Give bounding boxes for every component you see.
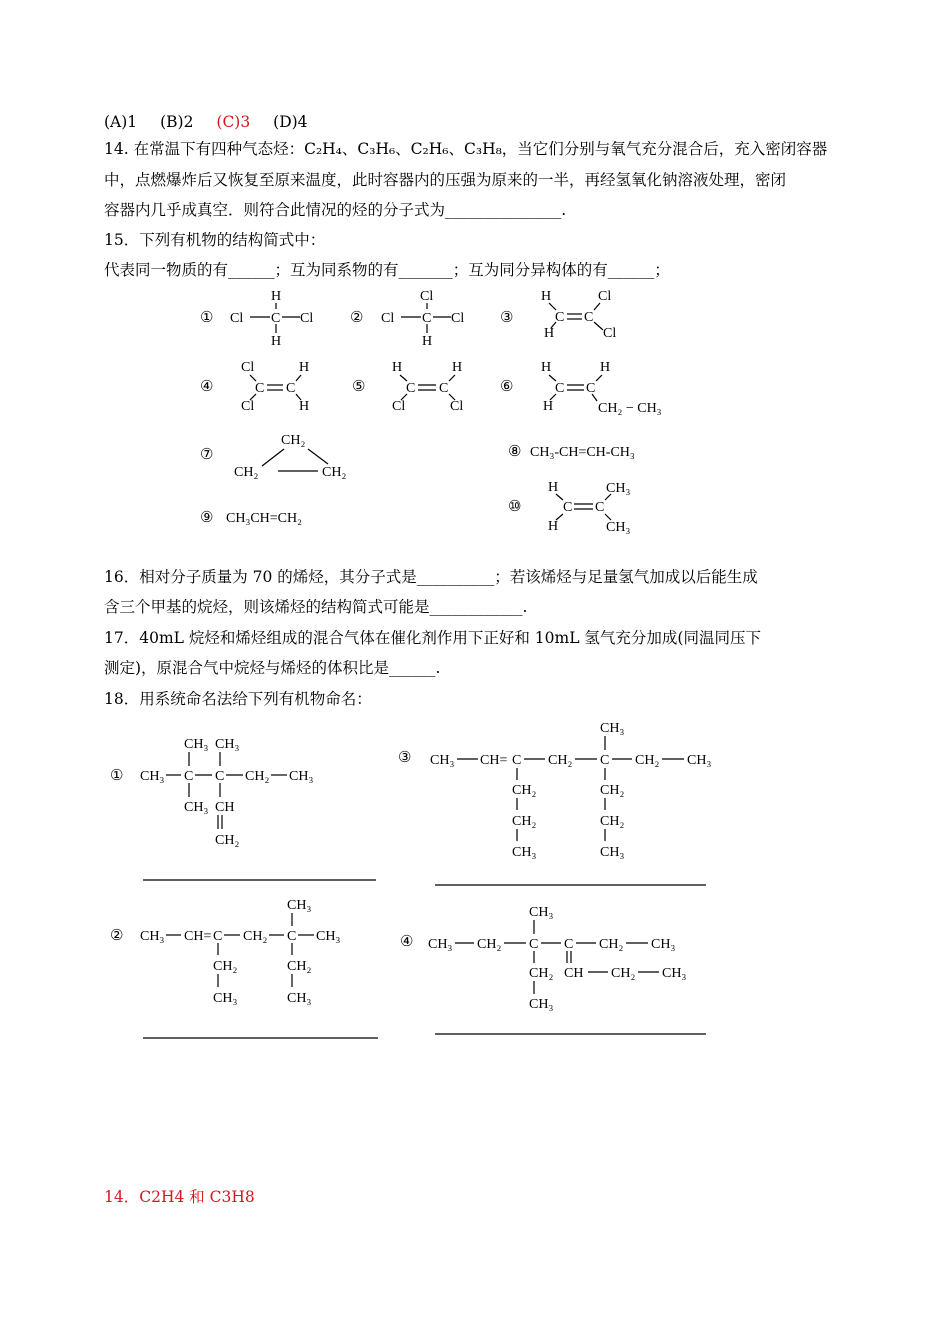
structure-5	[352, 360, 463, 414]
methyl-group: CH₃	[215, 737, 240, 752]
q14-line2: 中，点燃爆炸后又恢复至原来温度，此时容器内的压强为原来的一半，再经氢氧化钠溶液处理，密闭	[104, 171, 787, 189]
option-d: (D)4	[273, 113, 308, 131]
methyl-group: CH₃	[606, 520, 631, 535]
naming-4	[400, 905, 706, 1034]
methyl-group: CH₃	[316, 929, 341, 944]
atom-cl: Cl	[598, 289, 612, 304]
ring-ch2-left: CH₂	[234, 465, 259, 480]
circle-num-2: ②	[350, 310, 364, 326]
atom-h: H	[299, 399, 310, 414]
atom-c: C	[439, 381, 449, 396]
naming-3	[398, 721, 711, 885]
methyl-group: CH₃	[512, 845, 537, 860]
formula-9: CH₃CH=CH₂	[226, 511, 303, 526]
atom-c: C	[600, 753, 610, 768]
methyl-group: CH₃	[600, 721, 625, 736]
ethyl-group: CH₂ − CH₃	[598, 401, 662, 416]
atom-c: C	[215, 769, 225, 784]
atom-h: H	[548, 480, 559, 495]
atom-c: C	[184, 769, 194, 784]
naming-2	[110, 898, 378, 1038]
q14-line3: 容器内几乎成真空．则符合此情况的烃的分子式为_______________.	[104, 201, 567, 219]
atom-c: C	[564, 937, 574, 952]
option-a: (A)1	[104, 113, 138, 131]
circle-num-7: ⑦	[200, 447, 214, 463]
methyl-group: CH₃	[687, 753, 712, 768]
atom-cl: Cl	[603, 326, 617, 341]
structure-3	[500, 289, 616, 341]
methyl-group: CH₃	[287, 991, 312, 1006]
circle-num-3: ③	[500, 310, 514, 326]
ring-ch2-right: CH₂	[322, 465, 347, 480]
methylene-group: CH₂	[215, 833, 240, 848]
structure-8	[508, 444, 635, 460]
circle-num-8: ⑧	[508, 444, 522, 460]
methylene-group: CH₂	[600, 814, 625, 829]
circle-num-5: ⑤	[352, 379, 366, 395]
atom-cl: Cl	[241, 399, 255, 414]
structure-7	[200, 433, 346, 480]
formula-8: CH₃-CH=CH-CH₃	[530, 445, 635, 460]
atom-c: C	[595, 500, 605, 515]
atom-c: C	[213, 929, 223, 944]
alkene-ch: CH=	[184, 929, 212, 944]
methylene-group: CH₂	[548, 753, 573, 768]
atom-cl: Cl	[450, 399, 464, 414]
atom-c: C	[406, 381, 416, 396]
circle-num-9: ⑨	[200, 510, 214, 526]
atom-c: C	[286, 381, 296, 396]
atom-h: H	[271, 334, 282, 349]
atom-cl: Cl	[241, 360, 255, 375]
atom-h: H	[271, 289, 282, 304]
methylene-group: CH₂	[600, 783, 625, 798]
structure-2	[350, 289, 464, 349]
methylene-group: CH₂	[611, 966, 636, 981]
ring-ch2-top: CH₂	[281, 433, 306, 448]
atom-h: H	[452, 360, 463, 375]
methine-group: CH	[215, 800, 235, 815]
methylene-group: CH₂	[245, 769, 270, 784]
circle-num-10: ⑩	[508, 499, 522, 515]
q15-line1: 15．下列有机物的结构简式中：	[104, 231, 326, 249]
atom-cl: Cl	[230, 311, 244, 326]
q16-line1: 16．相对分子质量为 70 的烯烃，其分子式是__________；若该烯烃与足量氢气加成以后能生成	[104, 568, 758, 586]
atom-c: C	[422, 311, 432, 326]
q17-line1: 17．40mL 烷烃和烯烃组成的混合气体在催化剂作用下正好和 10mL 氢气充分加成(同温同压下	[104, 629, 761, 647]
atom-h: H	[548, 519, 559, 534]
structure-1	[200, 289, 313, 349]
atom-cl: Cl	[420, 289, 434, 304]
methylene-group: CH₂	[635, 753, 660, 768]
methyl-group: CH₃	[184, 737, 209, 752]
atom-c: C	[512, 753, 522, 768]
atom-c: C	[584, 310, 594, 325]
methyl-group: CH₃	[600, 845, 625, 860]
circle-num-4: ④	[200, 379, 214, 395]
option-c: (C)3	[216, 113, 251, 131]
atom-h: H	[299, 360, 310, 375]
methylene-group: CH₂	[529, 966, 554, 981]
methylene-group: CH₂	[287, 959, 312, 974]
atom-cl: Cl	[392, 399, 406, 414]
naming-1	[110, 737, 376, 880]
methyl-group: CH₃	[428, 937, 453, 952]
atom-c: C	[555, 310, 565, 325]
methylene-group: CH₂	[477, 937, 502, 952]
q14-line1: 14. 在常温下有四种气态烃：C₂H₄、C₃H₆、C₂H₆、C₃H₈，当它们分别与氧气充分混合后，充入密闭容器	[104, 140, 828, 158]
circle-num-6: ⑥	[500, 379, 514, 395]
atom-c: C	[555, 381, 565, 396]
atom-c: C	[287, 929, 297, 944]
circle-num-2: ②	[110, 928, 124, 944]
methyl-group: CH₃	[662, 966, 687, 981]
answer-14: 14．C2H4 和 C3H8	[104, 1188, 255, 1206]
methylene-group: CH₂	[243, 929, 268, 944]
methyl-group: CH₃	[184, 800, 209, 815]
methylene-group: CH₂	[512, 783, 537, 798]
structure-6	[500, 360, 662, 416]
methyl-group: CH₃	[287, 898, 312, 913]
methyl-group: CH₃	[651, 937, 676, 952]
alkene-ch: CH=	[480, 753, 508, 768]
methyl-group: CH₃	[289, 769, 314, 784]
circle-num-1: ①	[110, 768, 124, 784]
q17-line2: 测定)，原混合气中烷烃与烯烃的体积比是______.	[104, 659, 441, 677]
atom-h: H	[543, 399, 554, 414]
methylene-group: CH₂	[512, 814, 537, 829]
atom-c: C	[586, 381, 596, 396]
methyl-group: CH₃	[140, 769, 165, 784]
atom-cl: Cl	[381, 311, 395, 326]
methylene-group: CH₂	[213, 959, 238, 974]
structure-9	[200, 510, 302, 526]
atom-c: C	[271, 311, 281, 326]
methyl-group: CH₃	[140, 929, 165, 944]
atom-c: C	[529, 937, 539, 952]
atom-h: H	[422, 334, 433, 349]
atom-h: H	[392, 360, 403, 375]
atom-h: H	[541, 289, 552, 304]
q15-line2: 代表同一物质的有______；互为同系物的有_______；互为同分异构体的有______；	[104, 261, 670, 279]
methyl-group: CH₃	[430, 753, 455, 768]
circle-num-1: ①	[200, 310, 214, 326]
option-b: (B)2	[160, 113, 194, 131]
methyl-group: CH₃	[529, 905, 554, 920]
circle-num-4: ④	[400, 934, 414, 950]
methyl-group: CH₃	[213, 991, 238, 1006]
atom-cl: Cl	[451, 311, 465, 326]
methylene-group: CH₂	[599, 937, 624, 952]
methine-group: CH	[564, 966, 584, 981]
atom-h: H	[541, 360, 552, 375]
q18-line1: 18．用系统命名法给下列有机物命名：	[104, 690, 372, 708]
methyl-group: CH₃	[606, 481, 631, 496]
atom-h: H	[600, 360, 611, 375]
atom-cl: Cl	[300, 311, 314, 326]
q16-line2: 含三个甲基的烷烃，则该烯烃的结构简式可能是____________.	[104, 598, 528, 616]
methyl-group: CH₃	[529, 997, 554, 1012]
circle-num-3: ③	[398, 750, 412, 766]
atom-c: C	[563, 500, 573, 515]
atom-h: H	[544, 326, 555, 341]
structure-10	[508, 480, 630, 535]
atom-c: C	[255, 381, 265, 396]
structure-4	[200, 360, 309, 414]
